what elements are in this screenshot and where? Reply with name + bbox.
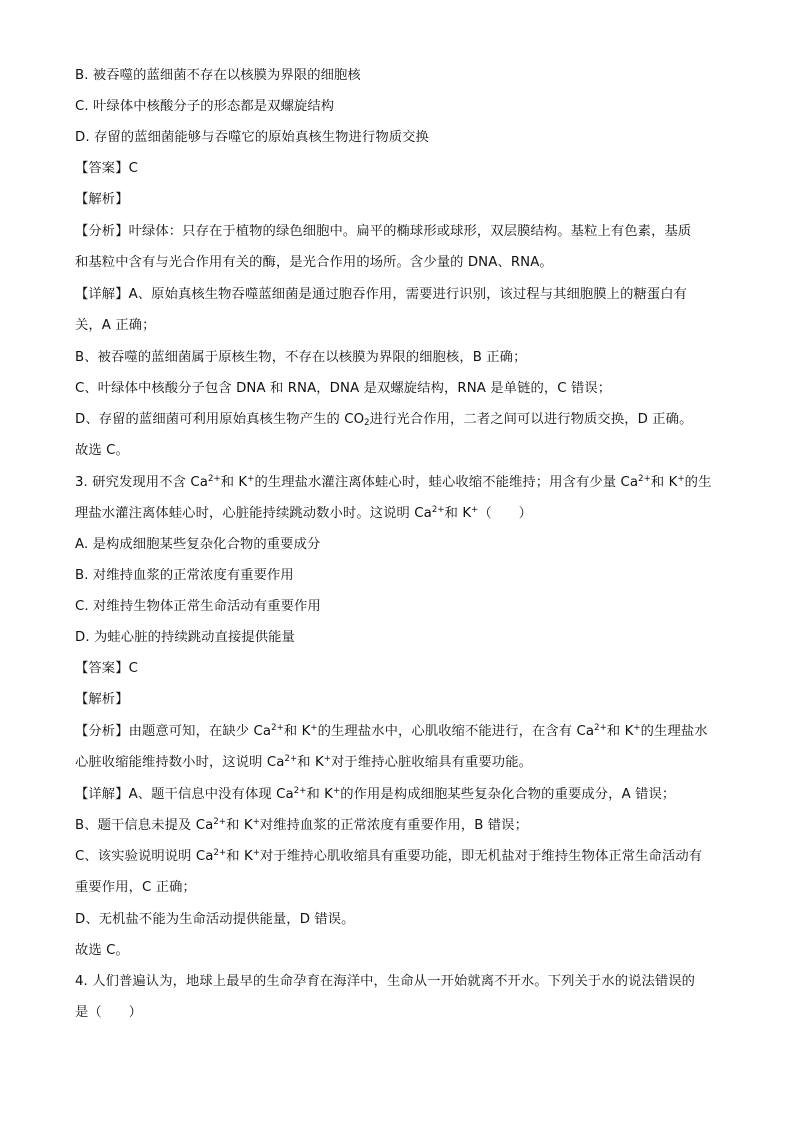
text-fragment: 的生理盐水灌注离体蛙心时，蛙心收缩不能维持；用含有少量 Ca: [254, 475, 639, 490]
question-4-stem: 4. 人们普遍认为，地球上最早的生命孕育在海洋中，生命从一开始就离不开水。下列关于水的说法错误的: [75, 974, 696, 989]
option-b-line: B. 对维持血浆的正常浓度有重要作用: [75, 568, 294, 583]
detail-text: D、无机盐不能为生命活动提供能量，D 错误。: [75, 912, 355, 927]
analysis-heading: 【解析】: [75, 692, 129, 707]
text-fragment: 和 K: [283, 724, 311, 739]
detail-text: [75, 848, 725, 866]
superscript: 2+: [594, 723, 607, 733]
text-fragment: 和 K: [297, 755, 324, 770]
superscript: 2+: [213, 848, 227, 858]
detail-text: [75, 817, 725, 835]
conclusion-line: 故选 C。: [75, 943, 129, 958]
option-d-line: D. 存留的蓝细菌能够与吞噬它的原始真核生物进行物质交换: [75, 130, 429, 145]
text-fragment: 对维持血浆的正常浓度有重要作用，B 错误；: [259, 818, 528, 833]
text-fragment: C、该实验说明说明 Ca: [75, 849, 214, 864]
text-fragment: 的生: [684, 475, 712, 490]
superscript: +: [677, 474, 685, 484]
option-d-line: D. 为蛙心脏的持续跳动直接提供能量: [75, 630, 295, 645]
detail-text: [75, 786, 725, 804]
text-fragment: 和 K: [444, 506, 472, 521]
text-fragment: 【分析】由题意可知，在缺少 Ca: [75, 724, 272, 739]
question-3-stem: [75, 474, 725, 492]
superscript: 2+: [284, 754, 298, 764]
question-4-stem: 是（ ）: [75, 1005, 142, 1020]
superscript: +: [252, 817, 260, 827]
text-fragment: 对于维持心肌收缩具有重要功能，即无机盐对于维持生物体正常生命活动有: [260, 849, 703, 864]
superscript: 2+: [638, 474, 651, 484]
subscript: 2: [364, 418, 370, 428]
text-fragment: 的作用是构成细胞某些复杂化合物的重要成分，A 错误；: [340, 787, 676, 802]
option-c-line: C. 叶绿体中核酸分子的形态都是双螺旋结构: [75, 99, 335, 114]
analysis-text: 和基粒中含有与光合作用有关的酶，是光合作用的场所。含少量的 DNA、RNA。: [75, 255, 553, 270]
analysis-heading: 【解析】: [75, 192, 129, 207]
text-fragment: 和 K: [606, 724, 634, 739]
conclusion-line: 故选 C。: [75, 443, 129, 458]
text-fragment: D、存留的蓝细菌可利用原始真核生物产生的 CO: [75, 412, 365, 427]
text-fragment: 的生理盐水中，心肌收缩不能进行，在含有 Ca: [317, 724, 595, 739]
superscript: 2+: [431, 505, 445, 515]
text-fragment: 的生理盐水: [640, 724, 708, 739]
superscript: +: [333, 786, 341, 796]
option-c-line: C. 对维持生物体正常生命活动有重要作用: [75, 599, 321, 614]
analysis-text: [75, 754, 725, 772]
text-fragment: 理盐水灌注离体蛙心时，心脏能持续跳动数小时。这说明 Ca: [75, 506, 432, 521]
superscript: +: [323, 754, 332, 764]
question-3-stem: [75, 505, 725, 523]
superscript: 2+: [213, 817, 227, 827]
text-fragment: （ ）: [478, 506, 532, 521]
superscript: 2+: [207, 474, 221, 484]
superscript: +: [252, 848, 261, 858]
detail-text-co2: [75, 411, 725, 429]
superscript: +: [247, 474, 255, 484]
text-fragment: 和 K: [220, 475, 248, 490]
analysis-text: 【分析】叶绿体：只存在于植物的绿色细胞中。扁平的椭球形或球形，双层膜结构。基粒上有色素，基质: [75, 224, 692, 239]
answer-line: 【答案】C: [75, 161, 138, 176]
superscript: +: [471, 505, 479, 515]
text-fragment: 和 K: [650, 475, 678, 490]
text-fragment: 对于维持心脏收缩具有重要功能。: [331, 755, 532, 770]
text-fragment: 和 K: [226, 818, 253, 833]
analysis-text: [75, 723, 725, 741]
text-fragment: 3. 研究发现用不含 Ca: [75, 475, 208, 490]
superscript: 2+: [271, 723, 284, 733]
text-fragment: 进行光合作用，二者之间可以进行物质交换，D 正确。: [369, 412, 693, 427]
text-fragment: B、题干信息未提及 Ca: [75, 818, 214, 833]
detail-text: C、叶绿体中核酸分子包含 DNA 和 RNA，DNA 是双螺旋结构，RNA 是单链的，C 错误；: [75, 381, 612, 396]
text-fragment: 和 K: [306, 787, 333, 802]
text-fragment: 和 K: [226, 849, 253, 864]
detail-text: B、被吞噬的蓝细菌属于原核生物，不存在以核膜为界限的细胞核，B 正确；: [75, 350, 527, 365]
superscript: +: [310, 723, 318, 733]
option-b-line: B. 被吞噬的蓝细菌不存在以核膜为界限的细胞核: [75, 68, 361, 83]
text-fragment: 心脏收缩能维持数小时，这说明 Ca: [75, 755, 285, 770]
detail-text: 关，A 正确；: [75, 318, 156, 333]
superscript: +: [633, 723, 641, 733]
text-fragment: 【详解】A、题干信息中没有体现 Ca: [75, 787, 294, 802]
answer-line: 【答案】C: [75, 661, 138, 676]
superscript: 2+: [293, 786, 307, 796]
option-a-line: A. 是构成细胞某些复杂化合物的重要成分: [75, 537, 321, 552]
detail-text: 【详解】A、原始真核生物吞噬蓝细菌是通过胞吞作用，需要进行识别，该过程与其细胞膜上的糖蛋白有: [75, 287, 688, 302]
detail-text: 重要作用，C 正确；: [75, 880, 196, 895]
